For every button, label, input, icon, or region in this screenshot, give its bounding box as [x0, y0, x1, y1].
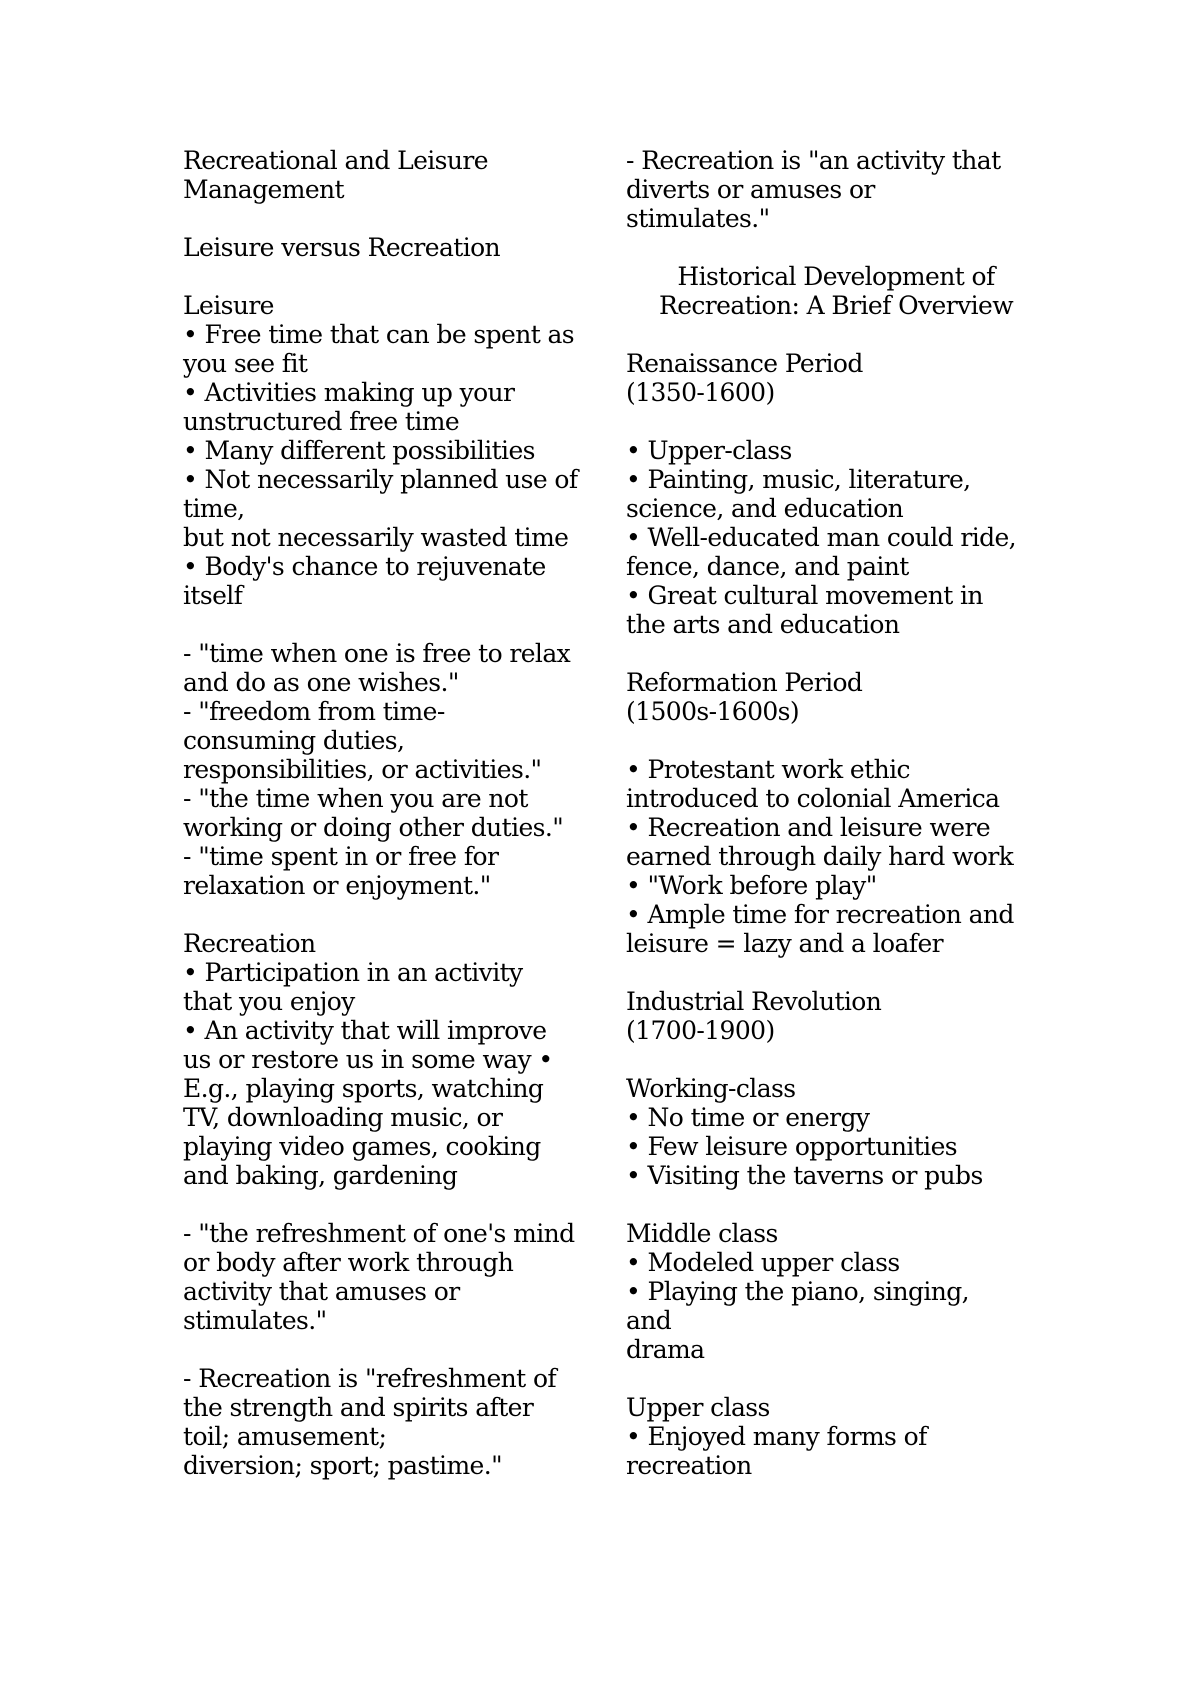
industrial-heading: [626, 987, 1046, 1045]
left-column: [183, 146, 593, 1480]
section-title-line: Recreation: A Brief Overview: [658, 291, 1014, 320]
renaissance-line: fence, dance, and paint: [626, 552, 909, 581]
leisure-definition-line: - "time when one is free to relax: [183, 639, 571, 668]
recreation-definition-line: stimulates.": [183, 1306, 327, 1335]
leisure-definition-line: and do as one wishes.": [183, 668, 459, 697]
reformation-line: • Protestant work ethic: [626, 755, 910, 784]
recreation-intro: [626, 146, 1046, 233]
recreation-heading: Recreation: [183, 929, 316, 958]
reformation-line: leisure = lazy and a loafer: [626, 929, 944, 958]
period-heading-line: Renaissance Period: [626, 349, 863, 378]
leisure-line: • Body's chance to rejuvenate: [183, 552, 546, 581]
working-class-line: • Few leisure opportunities: [626, 1132, 957, 1161]
upper-class-line: recreation: [626, 1451, 752, 1480]
recreation-definition-1: [183, 1219, 593, 1335]
recreation-line: • Participation in an activity: [183, 958, 523, 987]
recreation-definition-line: toil; amusement;: [183, 1422, 387, 1451]
middle-class-line: • Modeled upper class: [626, 1248, 900, 1277]
leisure-line: time,: [183, 494, 245, 523]
leisure-definition-line: working or doing other duties.": [183, 813, 564, 842]
document-subtitle: Leisure versus Recreation: [183, 233, 501, 262]
recreation-section: [183, 929, 593, 1190]
working-class-line: • Visiting the taverns or pubs: [626, 1161, 983, 1190]
renaissance-line: science, and education: [626, 494, 904, 523]
reformation-line: • "Work before play": [626, 871, 877, 900]
reformation-line: • Ample time for recreation and: [626, 900, 1014, 929]
leisure-line: but not necessarily wasted time: [183, 523, 569, 552]
working-class-list: [626, 1074, 1046, 1190]
leisure-heading: Leisure: [183, 291, 274, 320]
recreation-definition-line: the strength and spirits after: [183, 1393, 534, 1422]
leisure-line: unstructured free time: [183, 407, 460, 436]
middle-class-line: drama: [626, 1335, 705, 1364]
recreation-line: playing video games, cooking: [183, 1132, 541, 1161]
upper-class-line: Upper class: [626, 1393, 770, 1422]
period-heading-line: (1700-1900): [626, 1016, 775, 1045]
renaissance-line: the arts and education: [626, 610, 900, 639]
recreation-intro-line: diverts or amuses or: [626, 175, 875, 204]
middle-class-line: Middle class: [626, 1219, 778, 1248]
recreation-definition-line: - Recreation is "refreshment of: [183, 1364, 557, 1393]
leisure-line: • Activities making up your: [183, 378, 515, 407]
upper-class-line: • Enjoyed many forms of: [626, 1422, 927, 1451]
document-title-line: Management: [183, 175, 344, 204]
recreation-definition-2: [183, 1364, 593, 1480]
document-title-line: Recreational and Leisure: [183, 146, 488, 175]
middle-class-line: • Playing the piano, singing,: [626, 1277, 970, 1306]
leisure-definition-line: - "time spent in or free for: [183, 842, 499, 871]
middle-class-line: and: [626, 1306, 672, 1335]
upper-class-list: [626, 1393, 1046, 1480]
recreation-line: • An activity that will improve: [183, 1016, 547, 1045]
reformation-heading: [626, 668, 1046, 726]
recreation-definition-line: - "the refreshment of one's mind: [183, 1219, 575, 1248]
renaissance-list: [626, 436, 1046, 639]
leisure-definition-line: relaxation or enjoyment.": [183, 871, 491, 900]
working-class-line: • No time or energy: [626, 1103, 870, 1132]
leisure-line: • Many different possibilities: [183, 436, 535, 465]
working-class-line: Working-class: [626, 1074, 796, 1103]
period-heading-line: Reformation Period: [626, 668, 863, 697]
recreation-line: us or restore us in some way •: [183, 1045, 553, 1074]
renaissance-line: • Painting, music, literature,: [626, 465, 971, 494]
leisure-line: itself: [183, 581, 243, 610]
leisure-definition-line: - "the time when you are not: [183, 784, 528, 813]
reformation-line: earned through daily hard work: [626, 842, 1014, 871]
leisure-line: you see fit: [183, 349, 308, 378]
recreation-definition-line: or body after work through: [183, 1248, 514, 1277]
section-title-line: Historical Development of: [677, 262, 995, 291]
reformation-line: • Recreation and leisure were: [626, 813, 991, 842]
recreation-line: E.g., playing sports, watching: [183, 1074, 544, 1103]
leisure-definition-line: - "freedom from time-: [183, 697, 445, 726]
middle-class-list: [626, 1219, 1046, 1364]
period-heading-line: (1500s-1600s): [626, 697, 800, 726]
recreation-intro-line: stimulates.": [626, 204, 770, 233]
leisure-line: • Free time that can be spent as: [183, 320, 575, 349]
leisure-section: [183, 291, 593, 610]
reformation-line: introduced to colonial America: [626, 784, 1000, 813]
recreation-line: TV, downloading music, or: [183, 1103, 503, 1132]
renaissance-line: • Well-educated man could ride,: [626, 523, 1017, 552]
leisure-definition-line: responsibilities, or activities.": [183, 755, 542, 784]
section-title: [626, 262, 1046, 320]
renaissance-line: • Great cultural movement in: [626, 581, 983, 610]
recreation-intro-line: - Recreation is "an activity that: [626, 146, 1001, 175]
right-column: [626, 146, 1046, 1480]
recreation-definition-line: activity that amuses or: [183, 1277, 460, 1306]
leisure-line: • Not necessarily planned use of: [183, 465, 578, 494]
period-heading-line: (1350-1600): [626, 378, 775, 407]
recreation-line: and baking, gardening: [183, 1161, 458, 1190]
leisure-definitions: [183, 639, 593, 900]
renaissance-heading: [626, 349, 1046, 407]
renaissance-line: • Upper-class: [626, 436, 792, 465]
recreation-line: that you enjoy: [183, 987, 355, 1016]
reformation-list: [626, 755, 1046, 958]
recreation-definition-line: diversion; sport; pastime.": [183, 1451, 502, 1480]
period-heading-line: Industrial Revolution: [626, 987, 882, 1016]
leisure-definition-line: consuming duties,: [183, 726, 405, 755]
document-title: [183, 146, 593, 204]
